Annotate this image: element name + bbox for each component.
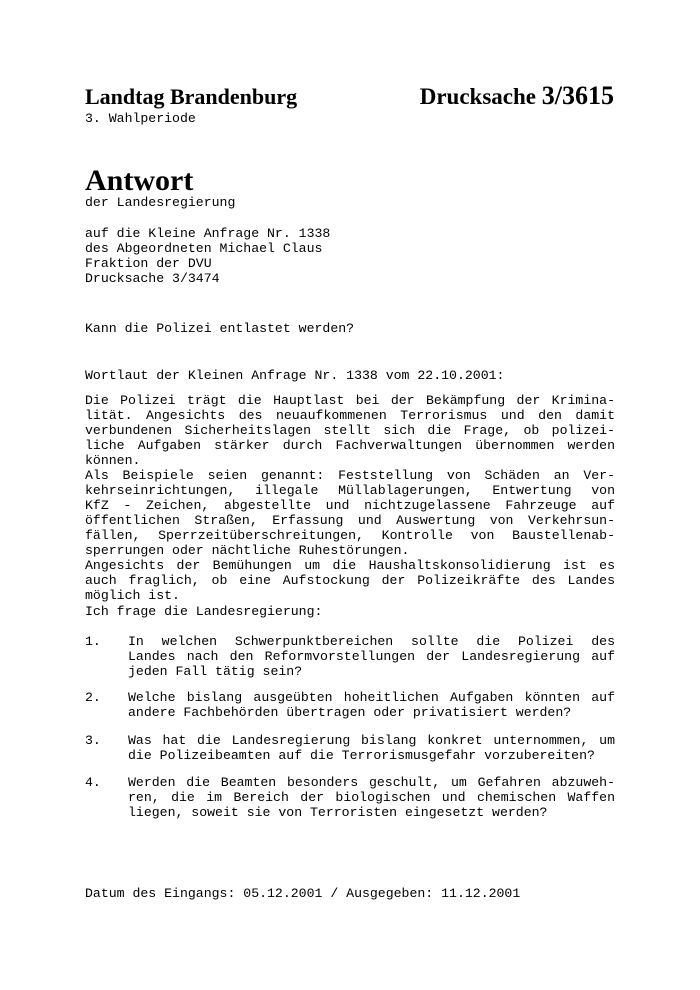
wahlperiode: 3. Wahlperiode — [85, 111, 196, 126]
body-line: möglich ist. — [85, 588, 180, 603]
question-line: andere Fachbehörden übertragen oder privatisiert werden? — [128, 705, 572, 720]
body-line: sperrungen oder nächtliche Ruhestörungen. — [85, 543, 410, 558]
question-text — [128, 634, 615, 679]
question-line: ren, die im Bereich der biologischen und chemischen Waffen — [128, 790, 615, 805]
question-line: die Polizeibeamten auf die Terrorismusgefahr vorzubereiten? — [128, 748, 595, 763]
reference-line: des Abgeordneten Michael Claus — [85, 241, 323, 256]
question-intro: Ich frage die Landesregierung: — [85, 604, 323, 619]
body-line: verbundenen Sicherheitslagen stellt sich die Frage, ob polizei- — [85, 423, 615, 438]
body-line: öffentlichen Straßen, Erfassung und Auswertung von Verkehrsun- — [85, 513, 615, 528]
footer-dates: Datum des Eingangs: 05.12.2001 / Ausgegeben: 11.12.2001 — [85, 886, 521, 901]
body-line: auch fraglich, ob eine Aufstockung der Polizeikräfte des Landes — [85, 573, 615, 588]
question-text — [128, 775, 615, 820]
question-line: Was hat die Landesregierung bislang konkret unternommen, um — [128, 733, 615, 748]
question-line: Landes nach den Reformvorstellungen der Landesregierung auf — [128, 649, 615, 664]
body-line: Die Polizei trägt die Hauptlast bei der Bekämpfung der Krimina- — [85, 393, 615, 408]
drucksache-label: Drucksache — [419, 84, 537, 109]
document-subtitle: der Landesregierung — [85, 195, 236, 210]
parliament-name: Landtag Brandenburg — [85, 84, 298, 109]
question-text — [128, 733, 615, 763]
question-number: 4. — [85, 775, 101, 790]
reference-block — [85, 226, 330, 286]
wortlaut-line: Wortlaut der Kleinen Anfrage Nr. 1338 vom 22.10.2001: — [85, 368, 505, 383]
question-line: jeden Fall tätig sein? — [128, 664, 303, 679]
body-line: Angesichts der Bemühungen um die Haushaltskonsolidierung ist es — [85, 558, 615, 573]
question-text — [128, 690, 615, 720]
drucksache-number: 3/3615 — [541, 81, 614, 110]
question-number: 1. — [85, 634, 101, 649]
body-paragraph — [85, 393, 615, 603]
reference-line: Drucksache 3/3474 — [85, 271, 220, 286]
body-line: kehrseinrichtungen, illegale Müllablagerungen, Entwertung von — [85, 483, 615, 498]
document-title: Antwort — [85, 164, 194, 197]
body-line: KfZ - Zeichen, abgestellte und nichtzugelassene Fahrzeuge auf — [85, 498, 615, 513]
reference-line: Fraktion der DVU — [85, 256, 212, 271]
question-line: liegen, soweit sie von Terroristen eingesetzt werden? — [128, 805, 548, 820]
question-line: Welche bislang ausgeübten hoheitlichen Aufgaben könnten auf — [128, 690, 615, 705]
question-line: In welchen Schwerpunktbereichen sollte die Polizei des — [128, 634, 615, 649]
drucksache-header — [420, 82, 614, 111]
question-number: 2. — [85, 690, 101, 705]
body-line: lität. Angesichts des neuaufkommenen Terrorismus und den damit — [85, 408, 615, 423]
body-line: liche Aufgaben stärker durch Fachverwaltungen übernommen werden — [85, 438, 615, 453]
body-line: fällen, Sperrzeitüberschreitungen, Kontrolle von Baustellenab- — [85, 528, 615, 543]
body-line: Als Beispiele seien genannt: Feststellung von Schäden an Ver- — [85, 468, 615, 483]
subject-line: Kann die Polizei entlastet werden? — [85, 321, 355, 336]
reference-line: auf die Kleine Anfrage Nr. 1338 — [85, 226, 331, 241]
body-line: können. — [85, 453, 141, 468]
question-number: 3. — [85, 733, 101, 748]
question-line: Werden die Beamten besonders geschult, um Gefahren abzuweh- — [128, 775, 615, 790]
